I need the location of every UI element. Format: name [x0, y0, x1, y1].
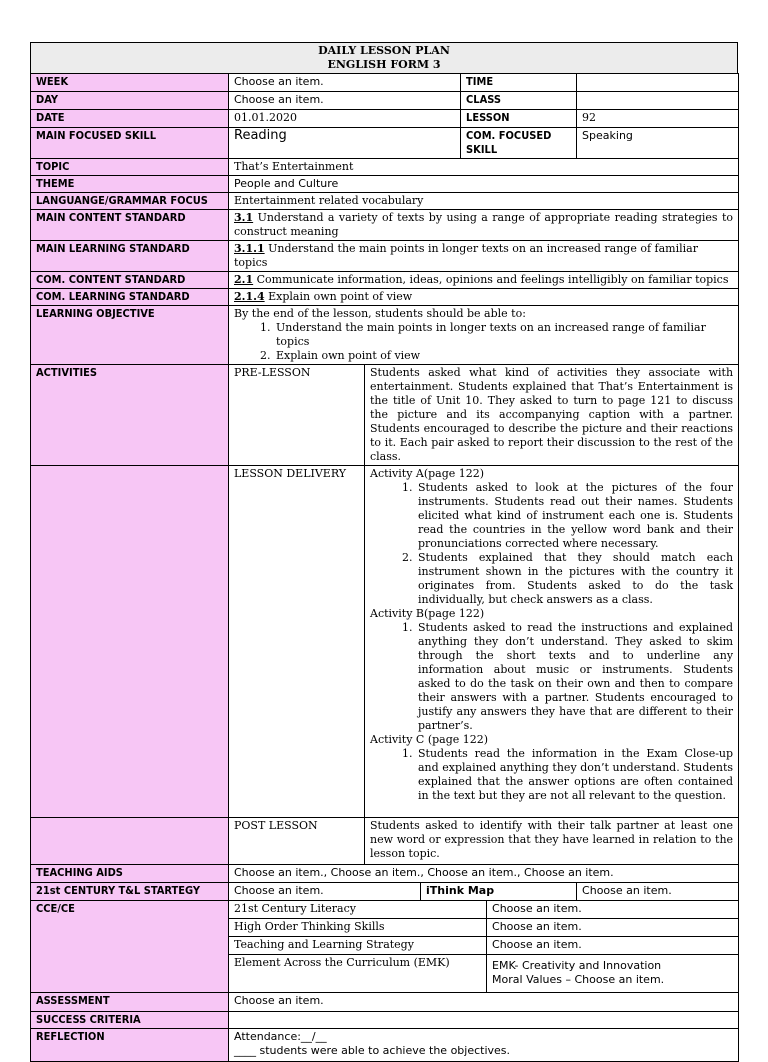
- activities-label-continued: [31, 466, 229, 818]
- cce-row-select[interactable]: Choose an item.: [487, 937, 739, 955]
- main-skill-label: MAIN FOCUSED SKILL: [31, 128, 229, 159]
- aids-label: TEACHING AIDS: [31, 865, 229, 883]
- topic-value: That’s Entertainment: [229, 159, 739, 176]
- main-content-value: [229, 210, 739, 241]
- day-select[interactable]: Choose an item.: [229, 92, 461, 110]
- main-content-text: Understand a variety of texts by using a range of appropriate reading strategies to construct meaning: [234, 211, 734, 238]
- activities-label-continued: [31, 818, 229, 865]
- cce-label: CCE/CE: [31, 901, 229, 993]
- pre-lesson-label: PRE-LESSON: [229, 365, 365, 466]
- assessment-select[interactable]: Choose an item.: [229, 993, 739, 1012]
- main-content-label: MAIN CONTENT STANDARD: [31, 210, 229, 241]
- main-content-code: 3.1: [234, 211, 254, 224]
- reflection-value[interactable]: [229, 1029, 739, 1062]
- main-learning-code: 3.1.1: [234, 242, 265, 255]
- com-skill-value[interactable]: Speaking: [577, 128, 739, 159]
- class-value[interactable]: [577, 92, 739, 110]
- attendance-line: Attendance:__/__: [234, 1030, 327, 1043]
- cce-row-select[interactable]: Choose an item.: [487, 901, 739, 919]
- week-select[interactable]: Choose an item.: [229, 74, 461, 92]
- objective-item: 1. Understand the main points in longer texts on an increased range of familiar topics: [274, 321, 733, 349]
- date-label: DATE: [31, 110, 229, 128]
- main-skill-value[interactable]: Reading: [229, 128, 461, 159]
- main-learning-value: [229, 241, 739, 272]
- activity-a-title: Activity A(page 122): [370, 467, 485, 480]
- success-label: SUCCESS CRITERIA: [31, 1012, 229, 1029]
- assessment-label: ASSESSMENT: [31, 993, 229, 1012]
- theme-value: People and Culture: [229, 176, 739, 193]
- com-content-code: 2.1: [234, 273, 254, 286]
- time-label: TIME: [461, 74, 577, 92]
- grammar-label: LANGUANGE/GRAMMAR FOCUS: [31, 193, 229, 210]
- com-learning-label: COM. LEARNING STANDARD: [31, 289, 229, 306]
- activity-a-item: 1. Students asked to look at the pictures of the four instruments. Students read out their names. Students elicited what kind of instrument each one is. Students read the countries in the yellow word bank and their pronunciations corrected where necessary.: [416, 481, 733, 551]
- main-learning-label: MAIN LEARNING STANDARD: [31, 241, 229, 272]
- lesson-label: LESSON: [461, 110, 577, 128]
- activity-c-item: 1. Students read the information in the Exam Close-up and explained anything they don’t understand. Students explained that the answer options are often contained in the text but they are not all relevant to the question.: [416, 747, 733, 803]
- topic-label: TOPIC: [31, 159, 229, 176]
- activity-a-item: 2. Students explained that they should match each instrument shown in the pictures with the country it originates from. Students asked to do the task individually, but check answers as a class.: [416, 551, 733, 607]
- com-learning-code: 2.1.4: [234, 290, 265, 303]
- moral-values-select[interactable]: Moral Values – Choose an item.: [492, 973, 665, 986]
- com-content-value: [229, 272, 739, 289]
- ithink-select[interactable]: Choose an item.: [577, 883, 739, 901]
- plan-title-line2: ENGLISH FORM 3: [327, 58, 441, 71]
- objective-label: LEARNING OBJECTIVE: [31, 306, 229, 365]
- success-value[interactable]: [229, 1012, 739, 1029]
- lesson-plan-sheet: [30, 42, 738, 1062]
- plan-title-line1: DAILY LESSON PLAN: [318, 44, 450, 57]
- cce-row-name: High Order Thinking Skills: [229, 919, 487, 937]
- activity-c-title: Activity C (page 122): [370, 733, 489, 746]
- class-label: CLASS: [461, 92, 577, 110]
- century-label: 21st CENTURY T&L STARTEGY: [31, 883, 229, 901]
- activity-b-item: 1. Students asked to read the instructions and explained anything they don’t understand. They asked to skim through the short texts and to underline any information about music or instruments. Students asked to do the task on their own and then to compare their answers with a partner. Students encouraged to justify any answers they have that are different to their partner’s.: [416, 621, 733, 733]
- century-select[interactable]: Choose an item.: [229, 883, 421, 901]
- objective-value: [229, 306, 739, 365]
- com-learning-text: Explain own point of view: [264, 290, 413, 303]
- com-learning-value: [229, 289, 739, 306]
- objective-item: 2. Explain own point of view: [274, 349, 733, 363]
- lesson-plan-table: [30, 73, 739, 1062]
- lesson-delivery-text: [365, 466, 739, 818]
- com-content-text: Communicate information, ideas, opinions and feelings intelligibly on familiar topics: [253, 273, 729, 286]
- theme-label: THEME: [31, 176, 229, 193]
- date-value[interactable]: 01.01.2020: [229, 110, 461, 128]
- main-learning-text: Understand the main points in longer texts on an increased range of familiar topics: [234, 242, 698, 269]
- week-label: WEEK: [31, 74, 229, 92]
- plan-title: [30, 42, 738, 73]
- lesson-delivery-label: LESSON DELIVERY: [229, 466, 365, 818]
- com-skill-label: COM. FOCUSED SKILL: [461, 128, 577, 159]
- objectives-achieved-line: ____ students were able to achieve the objectives.: [234, 1044, 511, 1057]
- emk-values: [487, 955, 739, 993]
- emk-name: Element Across the Curriculum (EMK): [229, 955, 487, 993]
- reflection-label: REFLECTION: [31, 1029, 229, 1062]
- aids-select[interactable]: Choose an item., Choose an item., Choose an item., Choose an item.: [229, 865, 739, 883]
- ithink-label: iThink Map: [421, 883, 577, 901]
- day-label: DAY: [31, 92, 229, 110]
- grammar-value: Entertainment related vocabulary: [229, 193, 739, 210]
- activity-b-title: Activity B(page 122): [370, 607, 485, 620]
- lesson-value[interactable]: 92: [577, 110, 739, 128]
- post-lesson-label: POST LESSON: [229, 818, 365, 865]
- cce-row-select[interactable]: Choose an item.: [487, 919, 739, 937]
- emk-value: EMK- Creativity and Innovation: [492, 959, 662, 972]
- com-content-label: COM. CONTENT STANDARD: [31, 272, 229, 289]
- objective-intro: By the end of the lesson, students should be able to:: [234, 307, 526, 320]
- activities-label: ACTIVITIES: [31, 365, 229, 466]
- pre-lesson-text: Students asked what kind of activities they associate with entertainment. Students explained that That’s Entertainment is the title of Unit 10. They asked to turn to page 121 to discuss the picture and its accompanying caption with a partner. Students encouraged to describe the picture and their reactions to it. Each pair asked to report their discussion to the rest of the class.: [365, 365, 739, 466]
- time-value[interactable]: [577, 74, 739, 92]
- post-lesson-text: Students asked to identify with their talk partner at least one new word or expression that they have learned in relation to the lesson topic.: [365, 818, 739, 865]
- cce-row-name: 21st Century Literacy: [229, 901, 487, 919]
- cce-row-name: Teaching and Learning Strategy: [229, 937, 487, 955]
